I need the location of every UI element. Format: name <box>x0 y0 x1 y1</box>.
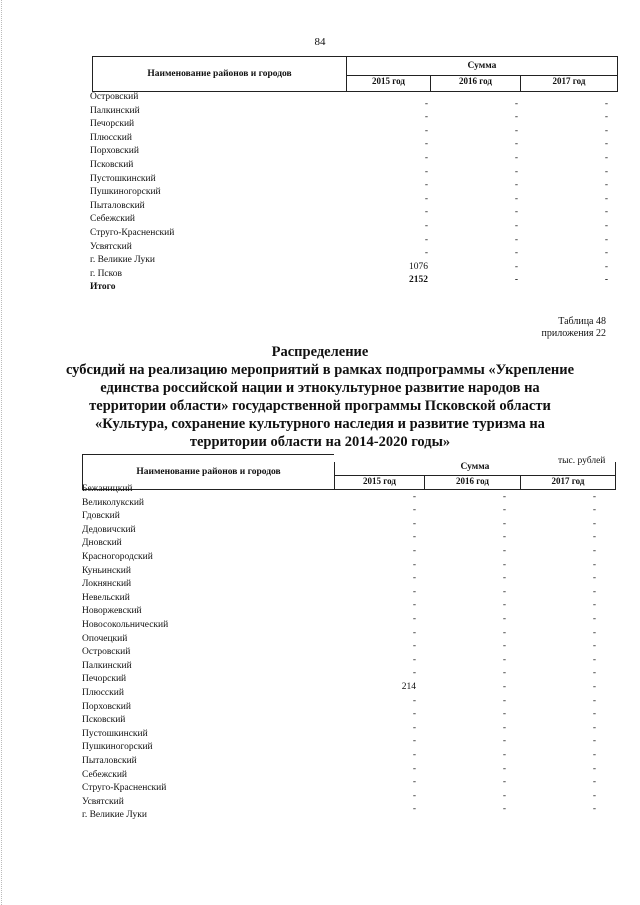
row-value-2017: - <box>592 573 596 584</box>
row-value-2017: - <box>592 532 596 543</box>
table-2-year-2016-text: 2016 год <box>456 476 489 486</box>
row-value-2017: - <box>592 641 596 652</box>
row-value-2016: - <box>502 641 506 652</box>
row-name: Красногородский <box>82 552 153 562</box>
title-line: «Культура, сохранение культурного наследия и развитие туризма на <box>95 416 545 432</box>
row-value-2017: - <box>604 193 608 204</box>
row-name: Невельский <box>82 592 130 603</box>
row-value-2015: - <box>412 546 416 556</box>
row-value-2015: - <box>412 532 416 543</box>
row-value-2017: - <box>604 207 608 218</box>
row-name: Великолукский <box>82 497 145 508</box>
row-value-2015: - <box>412 777 416 788</box>
row-value-2015: - <box>412 750 416 760</box>
row-value-2017: - <box>604 98 608 109</box>
row-name: Палкинский <box>90 105 140 116</box>
table-2-header-name-text: Наименование районов и городов <box>136 467 281 477</box>
row-value-2017: - <box>592 695 596 706</box>
row-value-2017: - <box>592 505 596 516</box>
table-2-header-sum-text: Сумма <box>460 462 490 472</box>
table-2-year-2015 <box>334 476 424 490</box>
row-value-2015: - <box>412 491 416 502</box>
row-value-2015: - <box>412 790 416 801</box>
table-1-year-2016-text: 2016 год <box>459 76 492 86</box>
row-value-2016: - <box>502 614 506 624</box>
row-value-2017: - <box>592 559 596 570</box>
row-value-2015: - <box>424 193 428 204</box>
row-value-2015: - <box>424 207 428 218</box>
row-value-2016: - <box>514 221 518 231</box>
row-value-2016: - <box>502 546 506 556</box>
row-name: Палкинский <box>82 660 132 671</box>
row-value-2016: - <box>502 627 506 638</box>
row-value-2015: - <box>412 654 416 665</box>
row-name: Бежаницкий <box>82 484 133 494</box>
title-heading: Распределение <box>271 344 369 360</box>
table-1-year-2016 <box>430 76 520 92</box>
row-value-2017: - <box>592 777 596 788</box>
row-value-2017: - <box>604 112 608 123</box>
row-value-2015: - <box>424 166 428 177</box>
row-value-2016: - <box>502 695 506 706</box>
row-value-2015: - <box>412 695 416 706</box>
row-name: Печорский <box>82 674 127 685</box>
row-name: Пушкиногорский <box>90 187 161 198</box>
row-value-2015: - <box>412 586 416 597</box>
row-value-2015: 214 <box>401 682 416 692</box>
row-value-2015: - <box>412 641 416 652</box>
table-2-header-sum <box>334 462 616 476</box>
row-value-2015: - <box>424 139 428 150</box>
row-value-2016: - <box>502 804 506 815</box>
row-value-2016: - <box>514 193 518 204</box>
table-2-year-2015-text: 2015 год <box>363 476 396 486</box>
row-value-2017: - <box>592 546 596 556</box>
row-value-2016: - <box>514 139 518 150</box>
row-value-2017: - <box>604 248 608 259</box>
row-value-2015: 1076 <box>409 261 428 272</box>
row-value-2016: - <box>514 166 518 177</box>
row-value-2016: - <box>514 153 518 163</box>
row-value-2017: - <box>604 261 608 272</box>
row-name: Пыталовский <box>82 756 137 766</box>
row-value-2016: - <box>502 790 506 801</box>
row-name: Островский <box>82 647 131 658</box>
row-value-2017: - <box>592 736 596 747</box>
row-name: Опочецкий <box>82 633 128 644</box>
row-value-2016: - <box>514 112 518 123</box>
row-value-2017: - <box>592 709 596 720</box>
row-value-2016: - <box>502 722 506 733</box>
row-name: Гдовский <box>82 511 120 522</box>
row-name: Новоржевский <box>82 606 142 617</box>
row-name: Локнянский <box>82 579 132 590</box>
table-2-year-2017 <box>520 476 616 490</box>
title-line: территории области» государственной программы Псковской области <box>89 398 551 414</box>
row-value-2016: - <box>514 180 518 191</box>
row-name: Новосокольнический <box>82 620 169 630</box>
row-name: Усвятский <box>82 796 124 807</box>
row-value-2016: - <box>502 532 506 543</box>
row-value-2017: - <box>592 586 596 597</box>
table-2-year-2016 <box>424 476 520 490</box>
row-value-2015: - <box>412 600 416 611</box>
row-value-2017: - <box>592 627 596 638</box>
row-value-2016: - <box>502 586 506 597</box>
row-name: Струго-Красненский <box>82 783 167 794</box>
table-1-year-2015 <box>346 76 430 92</box>
row-value-2015: - <box>424 112 428 123</box>
row-value-2015: - <box>412 614 416 624</box>
row-value-2016: - <box>502 518 506 529</box>
row-value-2015: - <box>412 709 416 720</box>
row-name: Себежский <box>90 214 135 225</box>
row-name: Струго-Красненский <box>90 228 175 238</box>
row-name: Псковский <box>82 715 126 726</box>
row-value-2015: - <box>424 180 428 191</box>
row-name: Себежский <box>82 769 127 780</box>
row-name: Порховский <box>90 146 139 157</box>
row-value-2015: - <box>424 221 428 231</box>
row-value-2017: - <box>592 491 596 502</box>
row-value-2015: - <box>412 804 416 815</box>
table-1-header-sum <box>346 56 618 76</box>
row-value-2016: - <box>514 234 518 245</box>
row-value-2017: - <box>604 153 608 163</box>
table-2 <box>78 454 616 894</box>
table-1-header-sum-text: Сумма <box>467 61 497 71</box>
row-value-2015: - <box>412 573 416 584</box>
row-value-2016: - <box>502 505 506 516</box>
table-1-year-2017-text: 2017 год <box>552 76 586 86</box>
row-value-2017: - <box>604 221 608 231</box>
row-value-2015: - <box>424 98 428 109</box>
row-value-2016: - <box>502 654 506 665</box>
row-value-2016: - <box>502 491 506 502</box>
row-value-2017: - <box>592 750 596 760</box>
row-name: Псковский <box>90 160 134 170</box>
row-value-2016: - <box>514 248 518 259</box>
row-value-2015: - <box>424 248 428 259</box>
page-number: 84 <box>314 36 326 48</box>
row-name: Пыталовский <box>90 200 145 211</box>
row-name: г. Великие Луки <box>82 810 147 821</box>
row-value-2016: - <box>502 600 506 611</box>
row-value-2017: - <box>592 722 596 733</box>
row-value-2015: - <box>412 722 416 733</box>
row-value-2017: - <box>592 518 596 529</box>
row-value-2016: - <box>502 763 506 774</box>
row-value-2016: - <box>514 98 518 109</box>
title-line: единства российской нации и этнокультурное развитие народов на <box>100 380 540 396</box>
row-name: Пустошкинский <box>82 728 148 739</box>
row-value-2017: - <box>592 654 596 665</box>
table-1 <box>86 56 618 306</box>
row-value-2016: - <box>514 261 518 272</box>
row-value-2015: - <box>424 125 428 136</box>
row-value-2016: - <box>502 668 506 679</box>
row-value-2015: - <box>412 763 416 774</box>
row-value-2017: - <box>592 682 596 692</box>
row-name: Печорский <box>90 119 135 130</box>
row-value-2017: - <box>592 804 596 815</box>
row-value-2017: - <box>604 275 608 286</box>
row-value-2017: - <box>592 600 596 611</box>
row-name: Порховский <box>82 701 131 712</box>
row-value-2017: - <box>592 668 596 679</box>
scan-edge-line <box>1 0 2 905</box>
table-label-appendix: приложения 22 <box>541 328 606 339</box>
row-value-2015: - <box>412 505 416 516</box>
row-value-2017: - <box>604 139 608 150</box>
row-value-2015: - <box>412 559 416 570</box>
row-value-2015: - <box>412 627 416 638</box>
row-value-2017: - <box>592 763 596 774</box>
row-name: г. Псков <box>90 268 123 279</box>
row-value-2016: - <box>502 736 506 747</box>
row-name: Дедовичский <box>82 524 136 535</box>
row-name: г. Великие Луки <box>90 255 155 266</box>
row-name: Пушкиногорский <box>82 742 153 753</box>
row-value-2016: - <box>502 750 506 760</box>
title-line: территории области на 2014-2020 годы» <box>189 434 451 450</box>
table-1-header-name-text: Наименование районов и городов <box>147 69 292 79</box>
row-name: Пустошкинский <box>90 173 156 184</box>
title-line: субсидий на реализацию мероприятий в рамках подпрограммы «Укрепление <box>65 362 575 378</box>
row-name: Островский <box>90 92 139 102</box>
row-value-2017: - <box>592 614 596 624</box>
row-value-2016: - <box>514 207 518 218</box>
row-name: Усвятский <box>90 241 132 252</box>
table-1-header-name <box>92 56 346 92</box>
row-value-2017: - <box>604 125 608 136</box>
table-2-year-2017-text: 2017 год <box>551 476 585 486</box>
row-value-2016: - <box>502 559 506 570</box>
row-value-2016: - <box>514 275 518 286</box>
row-value-2016: - <box>502 709 506 720</box>
row-value-2017: - <box>604 234 608 245</box>
row-value-2015: - <box>412 518 416 529</box>
row-value-2016: - <box>514 125 518 136</box>
row-value-2015: - <box>424 234 428 245</box>
table-1-year-2017 <box>520 76 618 92</box>
units-label: тыс. рублей <box>558 456 606 466</box>
table-1-year-2015-text: 2015 год <box>372 76 405 86</box>
row-value-2015: - <box>412 668 416 679</box>
table-label-number: Таблица 48 <box>558 316 606 327</box>
row-name: Итого <box>90 282 116 293</box>
row-value-2017: - <box>604 166 608 177</box>
row-value-2017: - <box>604 180 608 191</box>
row-value-2015: 2152 <box>409 275 428 286</box>
table-label <box>542 316 606 340</box>
row-name: Куньинский <box>82 565 131 576</box>
row-name: Плюсский <box>82 688 124 698</box>
row-value-2016: - <box>502 777 506 788</box>
row-value-2017: - <box>592 790 596 801</box>
row-value-2016: - <box>502 682 506 692</box>
row-value-2015: - <box>412 736 416 747</box>
row-value-2015: - <box>424 153 428 163</box>
row-name: Плюсский <box>90 132 132 143</box>
row-name: Дновский <box>82 538 122 549</box>
row-value-2016: - <box>502 573 506 584</box>
